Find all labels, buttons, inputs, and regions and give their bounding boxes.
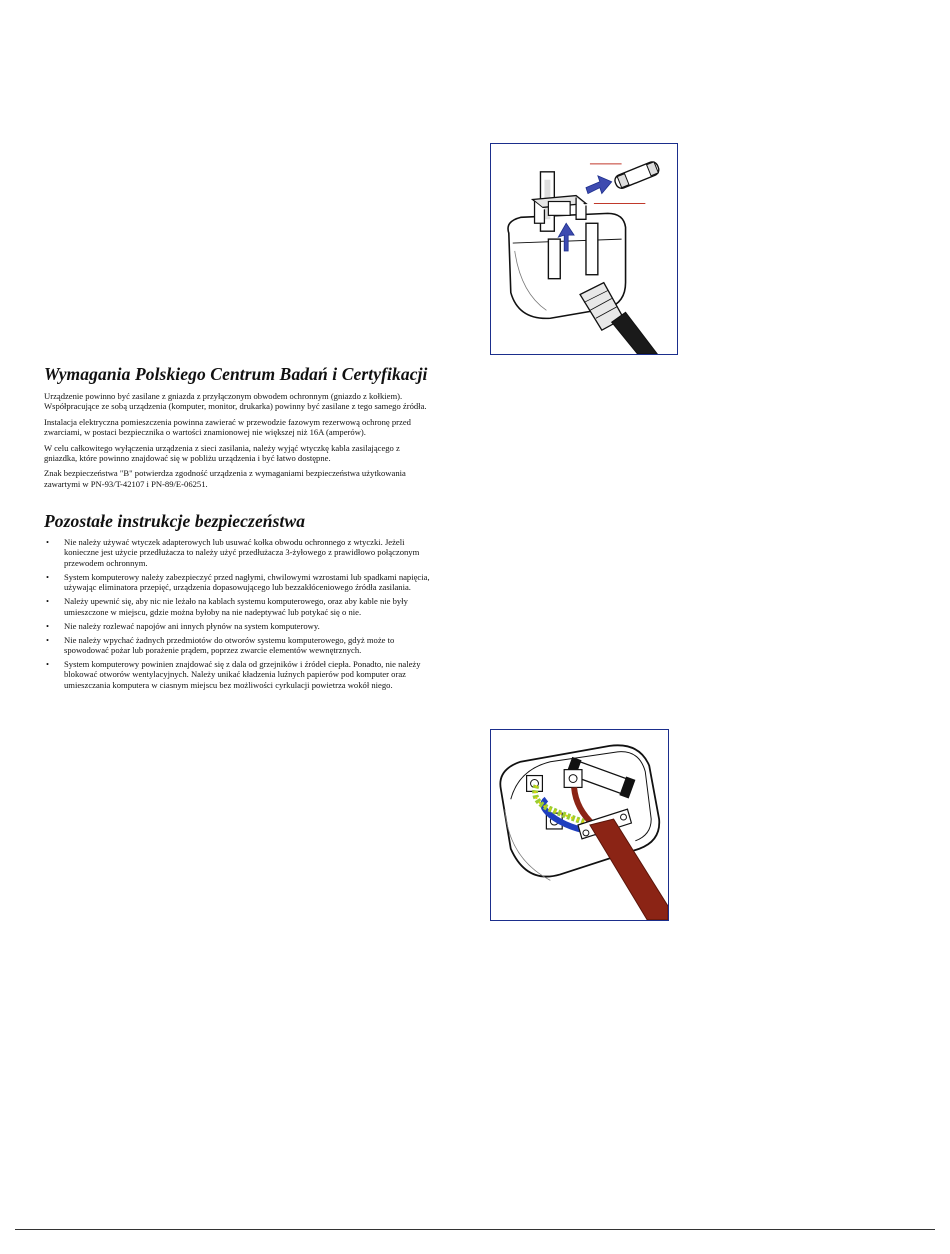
list-item-text: System komputerowy powinien znajdować się z dala od grzejników i źródeł ciepła. Ponadto, nie należy blokować otworów wentylacyjnych. Należy unikać kładzenia luźnych papierów pod komputer oraz umieszczania komputera w ciasnym miejscu bez możliwości cyrkulacji powietrza wokół niego. xyxy=(64,659,421,690)
list-item-text: System komputerowy należy zabezpieczyć przed nagłymi, chwilowymi wzrostami lub spadkami napięcia, używając eliminatora przepięć, urządzenia dopasowującego lub bezzakłóceniowego źródła zasilania. xyxy=(64,571,430,593)
section-pcbc-body xyxy=(44,391,430,494)
bullet-icon: • xyxy=(46,620,50,631)
footer-rule xyxy=(15,1229,935,1230)
list-item xyxy=(44,621,430,631)
list-item-text: Należy upewnić się, aby nic nie leżało na kablach systemu komputerowego, oraz aby kable nie były umieszczone w miejscu, gdzie można byłoby na nie nadeptywać lub potykać się o nie. xyxy=(64,596,408,617)
paragraph: Znak bezpieczeństwa "B" potwierdza zgodność urządzenia z wymaganiami bezpieczeństwa użytkowania zawartymi w PN-93/T-42107 i PN-89/E-06251. xyxy=(44,468,406,489)
safety-list xyxy=(44,537,430,690)
plug-wiring-icon xyxy=(491,730,668,920)
bullet-icon: • xyxy=(46,634,50,645)
plug-wiring-figure xyxy=(490,729,669,921)
bullet-icon: • xyxy=(46,537,50,547)
section-heading-pcbc: Wymagania Polskiego Centrum Badań i Certyfikacji xyxy=(44,364,428,384)
list-item xyxy=(44,659,430,690)
paragraph: W celu całkowitego wyłączenia urządzenia z sieci zasilania, należy wyjąć wtyczkę kabla zasilającego z gniazdka, które powinno znajdować się w pobliżu urządzenia i być łatwo dostępne. xyxy=(44,442,400,464)
list-item-text: Nie należy rozlewać napojów ani innych płynów na system komputerowy. xyxy=(64,620,320,631)
paragraph: Urządzenie powinno być zasilane z gniazda z przyłączonym obwodem ochronnym (gniazdo z kołkiem). Współpracujące ze sobą urządzenia (komputer, monitor, drukarka) powinny być zasilane z tego samego źródła. xyxy=(44,391,427,412)
list-item xyxy=(44,572,430,593)
bullet-icon: • xyxy=(46,571,50,582)
list-item-text: Nie należy wpychać żadnych przedmiotów do otworów systemu komputerowego, gdyż może to spowodować pożar lub porażenie prądem, poprzez zwarcie elementów wewnętrznych. xyxy=(64,634,395,656)
section-heading-safety: Pozostałe instrukcje bezpieczeństwa xyxy=(44,511,306,531)
paragraph: Instalacja elektryczna pomieszczenia powinna zawierać w przewodzie fazowym rezerwową ochronę przed zwarciami, w postaci bezpiecznika o wartości znamionowej nie większej niż 16A (amperów). xyxy=(44,416,411,438)
section-safety-body xyxy=(44,537,430,694)
list-item xyxy=(44,537,430,568)
bullet-icon: • xyxy=(46,659,50,670)
plug-fuse-icon xyxy=(491,144,677,354)
list-item-text: Nie należy używać wtyczek adapterowych lub usuwać kołka obwodu ochronnego z wtyczki. Jeżeli konieczne jest użycie przedłużacza to należy użyć przedłużacza 3-żyłowego z prawidłowo połączonym przewodem ochronnym. xyxy=(64,537,420,568)
list-item xyxy=(44,635,430,656)
list-item xyxy=(44,596,430,617)
bullet-icon: • xyxy=(46,596,50,607)
fuse-replacement-figure xyxy=(490,143,678,355)
